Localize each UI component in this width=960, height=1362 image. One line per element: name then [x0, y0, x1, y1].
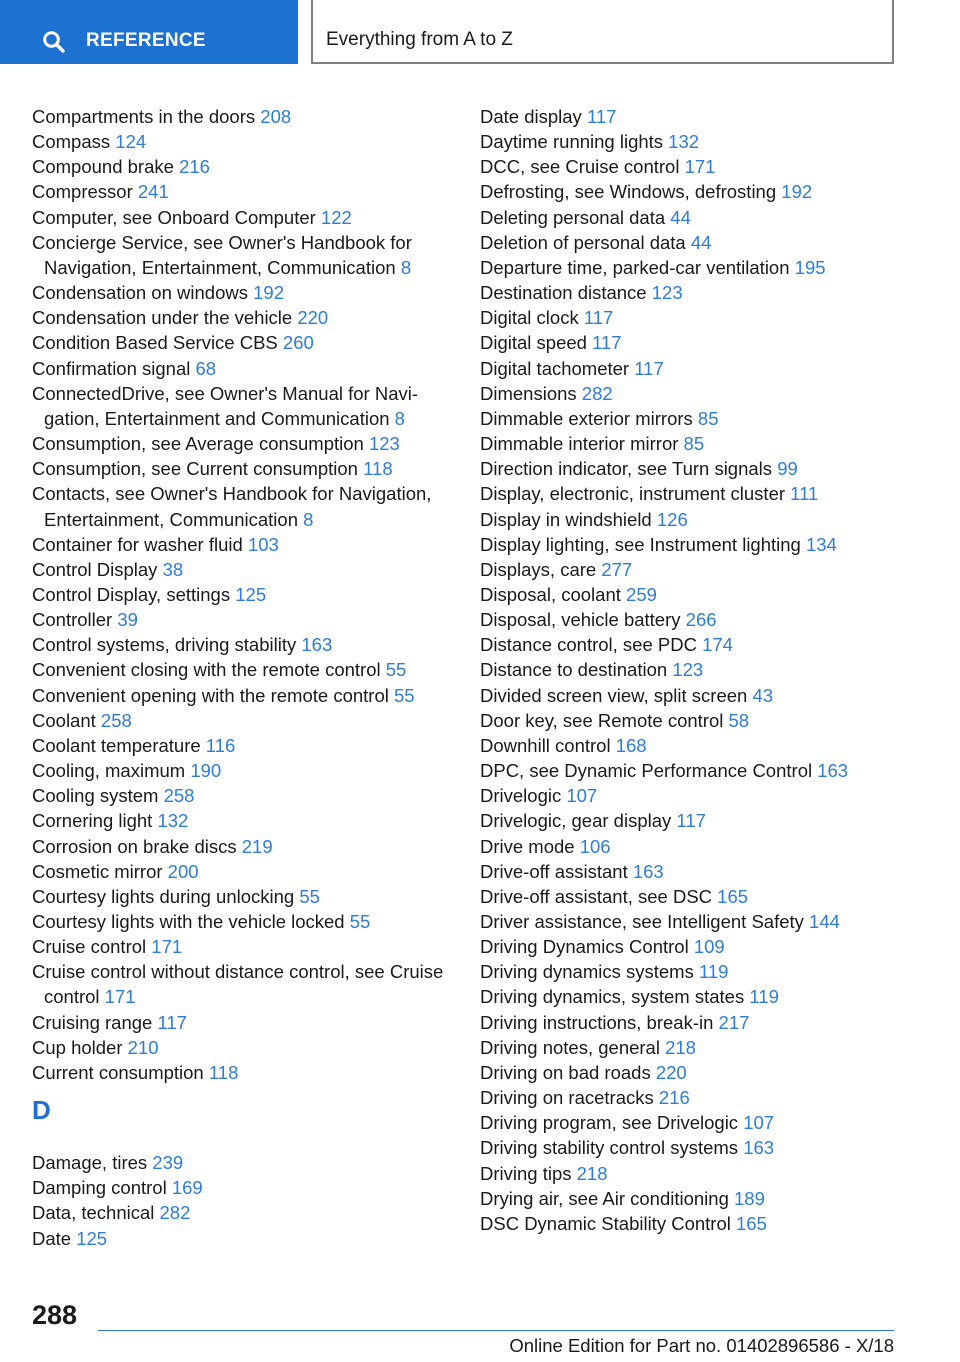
index-entry [480, 179, 920, 204]
index-entry [480, 205, 920, 230]
index-entry-text: DPC, see Dynamic Performance Control [480, 760, 813, 782]
page-reference-link[interactable]: 85 [697, 407, 719, 429]
index-entry [480, 1010, 920, 1035]
index-entry-text: Date display [480, 106, 582, 127]
index-entry [32, 758, 452, 783]
index-entry-text: Daytime running lights [480, 131, 664, 153]
page-reference-link[interactable]: 8 [394, 407, 405, 429]
index-entry-text: Digital tachometer [480, 357, 630, 379]
index-entry-text: Container for washer fluid [32, 533, 243, 555]
index-entry [480, 129, 920, 154]
page-reference-link[interactable]: 144 [809, 911, 840, 932]
page-reference-link[interactable]: 266 [685, 609, 717, 631]
index-entry-text: Drive-off assistant [480, 860, 628, 882]
index-entry [32, 934, 452, 959]
page-title: Everything from A to Z [326, 29, 513, 50]
page-reference-link[interactable]: 119 [749, 986, 779, 1008]
index-entry-text: Damage, tires [32, 1152, 148, 1174]
page-reference-link[interactable]: 106 [579, 835, 611, 857]
section-tab[interactable] [0, 0, 298, 64]
footer-edition: Online Edition for Part no. 01402896586 - X/18 [509, 1335, 894, 1356]
index-entry [32, 381, 452, 431]
page-reference-link[interactable]: 282 [581, 382, 613, 404]
index-entry-text: Cosmetic mirror [32, 860, 163, 882]
page-reference-link[interactable]: 174 [702, 634, 733, 656]
index-entry-text: Direction indicator, see Turn signals [480, 458, 773, 480]
page-header [311, 0, 894, 64]
page-reference-link[interactable]: 68 [195, 357, 217, 379]
page-reference-link[interactable]: 171 [684, 156, 716, 178]
index-entry-text: Courtesy lights with the vehicle locked [32, 911, 345, 932]
index-entry [32, 230, 452, 280]
page-reference-link[interactable]: 220 [655, 1061, 687, 1083]
page-reference-link[interactable]: 38 [162, 558, 184, 580]
index-entry [32, 834, 452, 859]
index-entry-text: Cooling system [32, 785, 159, 807]
page-reference-link[interactable]: 118 [208, 1061, 239, 1083]
index-entry [32, 657, 452, 682]
index-entry [480, 582, 920, 607]
index-entry-text: Departure time, parked-car ventilation [480, 256, 790, 278]
index-entry [480, 632, 920, 657]
index-entry [32, 708, 452, 733]
page-reference-link[interactable]: 132 [668, 131, 700, 153]
index-entry [480, 909, 920, 934]
index-entry [32, 154, 452, 179]
index-entry-text: Controller [32, 609, 113, 631]
index-entry-text: Control Display, settings [32, 583, 231, 605]
index-entry-text: Computer, see Onboard Computer [32, 206, 316, 228]
index-entry [480, 356, 920, 381]
index-entry [32, 1010, 452, 1035]
page-reference-link[interactable]: 55 [299, 885, 320, 907]
page-reference-link[interactable]: 239 [152, 1152, 184, 1174]
index-entry-text: Driving instructions, break-in [480, 1011, 714, 1033]
page-reference-link[interactable]: 260 [282, 332, 314, 354]
index-column-left [32, 104, 452, 1251]
page-reference-link[interactable]: 241 [137, 181, 169, 203]
page-reference-link[interactable]: 132 [157, 810, 189, 832]
page-reference-link[interactable]: 220 [297, 307, 329, 329]
index-entry [32, 330, 452, 355]
index-entry [32, 582, 452, 607]
index-entry-text: Deleting personal data [480, 206, 666, 228]
page-reference-link[interactable]: 195 [794, 256, 826, 278]
index-entry-text: Consumption, see Current consumption [32, 458, 358, 480]
page-reference-link[interactable]: 44 [690, 231, 712, 253]
index-entry [32, 179, 452, 204]
index-entry-text: Drive-off assistant, see DSC [480, 885, 713, 907]
page-reference-link[interactable]: 111 [790, 483, 819, 505]
page-reference-link[interactable]: 43 [752, 684, 774, 706]
page-reference-link[interactable]: 258 [163, 785, 195, 807]
index-entry [480, 884, 920, 909]
index-entry-text: Drivelogic, gear display [480, 810, 672, 832]
index-entry-text: Corrosion on brake discs [32, 835, 237, 857]
section-label: REFERENCE [86, 30, 206, 51]
index-entry [480, 834, 920, 859]
index-entry [32, 607, 452, 632]
index-entry [480, 255, 920, 280]
index-entry-text: Driving on racetracks [480, 1087, 654, 1109]
index-entry-text: Dimensions [480, 382, 577, 404]
index-entry [480, 683, 920, 708]
index-entry-text: Driving on bad roads [480, 1061, 651, 1083]
index-entry-text: Display, electronic, instrument cluster [480, 483, 786, 505]
index-entry [480, 532, 920, 557]
page-reference-link[interactable]: 192 [781, 181, 813, 203]
index-entry-text: Defrosting, see Windows, defrosting [480, 181, 777, 203]
page-reference-link[interactable]: 171 [104, 986, 136, 1008]
index-entry [32, 532, 452, 557]
index-entry-text: Current consumption [32, 1061, 204, 1083]
index-entry [480, 104, 920, 129]
index-entry [32, 456, 452, 481]
index-entry-text: Drivelogic [480, 785, 562, 807]
index-entry-text: Cruise control [32, 936, 147, 958]
page-reference-link[interactable]: 163 [743, 1137, 775, 1159]
index-entry-text: Display lighting, see Instrument lighting [480, 533, 801, 555]
page-reference-link[interactable]: 277 [601, 558, 633, 580]
index-entry [32, 205, 452, 230]
search-icon [42, 30, 66, 59]
index-entry-text: Condition Based Service CBS [32, 332, 278, 354]
index-entry [480, 808, 920, 833]
index-entry-text: DSC Dynamic Stability Control [480, 1212, 731, 1234]
index-entry-text: Digital clock [480, 307, 579, 329]
index-entry [480, 607, 920, 632]
index-entry [32, 859, 452, 884]
index-entry [480, 1135, 920, 1160]
index-entry-text: Driving dynamics, system states [480, 986, 745, 1008]
index-entry [32, 733, 452, 758]
index-entry-text: Display in windshield [480, 508, 652, 530]
index-entry [32, 356, 452, 381]
page-reference-link[interactable]: 125 [76, 1227, 108, 1249]
index-entry-text: Condensation under the vehicle [32, 307, 293, 329]
index-entry [480, 381, 920, 406]
page-reference-link[interactable]: 259 [626, 583, 657, 605]
index-entry [480, 1161, 920, 1186]
index-entry [480, 733, 920, 758]
index-entry-text: Dimmable interior mirror [480, 433, 679, 455]
index-entry-text: Compressor [32, 181, 133, 203]
index-entry-text: Displays, care [480, 558, 597, 580]
index-entry [480, 481, 920, 506]
index-entry [480, 657, 920, 682]
page-reference-link[interactable]: 107 [743, 1112, 775, 1134]
page-reference-link[interactable]: 258 [100, 709, 132, 731]
index-entry-text: Distance to destination [480, 659, 668, 681]
index-entry-text: Door key, see Remote control [480, 709, 724, 731]
index-entry [32, 1150, 452, 1175]
index-entry [32, 683, 452, 708]
index-entry [480, 305, 920, 330]
page-reference-link[interactable]: 189 [734, 1187, 765, 1209]
section-letter: D [32, 1095, 51, 1126]
page-reference-link[interactable]: 117 [157, 1011, 187, 1033]
page-reference-link[interactable]: 109 [693, 936, 725, 958]
index-entry [32, 1175, 452, 1200]
index-entry [32, 280, 452, 305]
index-entry [480, 859, 920, 884]
page-reference-link[interactable]: 200 [167, 860, 199, 882]
page-reference-link[interactable]: 116 [205, 734, 236, 756]
page-reference-link[interactable]: 117 [583, 307, 614, 329]
index-entry [32, 959, 452, 1009]
index-entry [480, 230, 920, 255]
index-entry [480, 758, 920, 783]
page-reference-link[interactable]: 123 [651, 282, 683, 304]
index-entry-text: Cooling, maximum [32, 760, 186, 782]
index-entry [480, 1060, 920, 1085]
index-entry [480, 934, 920, 959]
page-reference-link[interactable]: 55 [385, 659, 407, 681]
index-entry-text: Driving notes, general [480, 1036, 660, 1058]
index-entry [32, 431, 452, 456]
page-reference-link[interactable]: 117 [676, 810, 706, 832]
page-reference-link[interactable]: 218 [576, 1162, 608, 1184]
page-reference-link[interactable]: 39 [117, 609, 138, 631]
page-reference-link[interactable]: 55 [349, 911, 371, 932]
index-entry [480, 984, 920, 1009]
index-entry-text: Condensation on windows [32, 282, 248, 304]
index-entry [32, 884, 452, 909]
index-entry [480, 1110, 920, 1135]
index-entry-text: Disposal, vehicle battery [480, 609, 681, 631]
page-reference-link[interactable]: 218 [665, 1036, 696, 1058]
page-reference-link[interactable]: 208 [260, 106, 292, 127]
index-entry-text: Cruise control without distance control, see Cruise control [32, 961, 444, 1008]
index-entry [32, 1060, 452, 1085]
index-entry [480, 1085, 920, 1110]
page-reference-link[interactable]: 44 [670, 206, 691, 228]
page-reference-link[interactable]: 210 [127, 1036, 159, 1058]
page-reference-link[interactable]: 165 [736, 1212, 767, 1234]
index-entry-text: Driving program, see Drivelogic [480, 1112, 739, 1134]
index-entry-text: Digital speed [480, 332, 587, 354]
page-reference-link[interactable]: 219 [241, 835, 273, 857]
index-entry-text: Coolant [32, 709, 96, 731]
index-entry-text: Divided screen view, split screen [480, 684, 748, 706]
page-reference-link[interactable]: 165 [717, 885, 749, 907]
index-entry [480, 330, 920, 355]
index-entry-text: Damping control [32, 1177, 167, 1199]
page-reference-link[interactable]: 8 [303, 508, 314, 530]
index-entry-text: Convenient closing with the remote control [32, 659, 381, 681]
page-reference-link[interactable]: 55 [394, 684, 415, 706]
page-reference-link[interactable]: 192 [253, 282, 284, 304]
index-entry [480, 1035, 920, 1060]
page-reference-link[interactable]: 125 [235, 583, 267, 605]
page-reference-link[interactable]: 107 [566, 785, 598, 807]
index-entry-text: Dimmable exterior mirrors [480, 407, 693, 429]
page-reference-link[interactable]: 122 [320, 206, 352, 228]
index-entry [32, 1035, 452, 1060]
page-reference-link[interactable]: 123 [672, 659, 704, 681]
index-entry [32, 104, 452, 129]
index-entry [32, 129, 452, 154]
page-reference-link[interactable]: 134 [805, 533, 837, 555]
index-entry-text: Cruising range [32, 1011, 153, 1033]
index-entry [32, 305, 452, 330]
page-reference-link[interactable]: 216 [179, 156, 210, 178]
index-entry-text: Courtesy lights during unlocking [32, 885, 295, 907]
index-entry-text: Cornering light [32, 810, 153, 832]
page-reference-link[interactable]: 99 [777, 458, 798, 480]
index-entry [480, 1186, 920, 1211]
page-reference-link[interactable]: 58 [728, 709, 750, 731]
index-entry-text: Compound brake [32, 156, 174, 178]
index-entry-text: Coolant temperature [32, 734, 201, 756]
index-entry-text: Drying air, see Air conditioning [480, 1187, 729, 1209]
page-reference-link[interactable]: 169 [171, 1177, 203, 1199]
page-reference-link[interactable]: 85 [683, 433, 705, 455]
page-reference-link[interactable]: 119 [698, 961, 729, 983]
index-entry-text: Concierge Service, see Owner's Handbook for Navigation, Entertainment, Communication [32, 231, 412, 278]
page-reference-link[interactable]: 163 [301, 634, 333, 656]
index-entry [480, 959, 920, 984]
index-entry [32, 783, 452, 808]
index-entry-text: Control Display [32, 558, 158, 580]
index-entry-text: Convenient opening with the remote control [32, 684, 389, 706]
index-entry [32, 1226, 452, 1251]
index-entry [480, 431, 920, 456]
page-reference-link[interactable]: 103 [247, 533, 279, 555]
page-reference-link[interactable]: 117 [634, 357, 664, 379]
index-entry-text: DCC, see Cruise control [480, 156, 680, 178]
index-entry-text: Confirmation signal [32, 357, 191, 379]
index-entry-text: Driving dynamics systems [480, 961, 694, 983]
index-entry [480, 280, 920, 305]
index-entry [480, 1211, 920, 1236]
index-entry-text: Data, technical [32, 1202, 155, 1224]
page-reference-link[interactable]: 8 [400, 256, 412, 278]
index-entry [480, 154, 920, 179]
page-reference-link[interactable]: 163 [817, 760, 849, 782]
page-reference-link[interactable]: 118 [363, 458, 393, 480]
index-entry [32, 557, 452, 582]
index-entry [32, 632, 452, 657]
page-number: 288 [32, 1300, 78, 1330]
index-entry-text: Consumption, see Average consumption [32, 433, 364, 455]
page-reference-link[interactable]: 282 [159, 1202, 191, 1224]
index-entry [32, 808, 452, 833]
index-entry [32, 1200, 452, 1225]
index-entry-text: Control systems, driving stability [32, 634, 297, 656]
index-entry-text: Compartments in the doors [32, 106, 256, 127]
index-entry [480, 708, 920, 733]
page-reference-link[interactable]: 126 [656, 508, 688, 530]
index-entry-text: Driving Dynamics Control [480, 936, 689, 958]
index-entry [480, 456, 920, 481]
index-entry-text: ConnectedDrive, see Owner's Manual for Navigation, Entertainment and Communication [32, 382, 419, 429]
page-reference-link[interactable]: 171 [151, 936, 183, 958]
index-entry [32, 909, 452, 934]
index-column-right [480, 104, 920, 1236]
footer-divider [98, 1330, 894, 1331]
page-reference-link[interactable]: 168 [615, 734, 647, 756]
index-entry-text: Cup holder [32, 1036, 123, 1058]
page-reference-link[interactable]: 217 [718, 1011, 750, 1033]
index-entry-text: Destination distance [480, 282, 647, 304]
index-entry-text: Date [32, 1227, 72, 1249]
index-entry-text: Disposal, coolant [480, 583, 621, 605]
index-entry-text: Contacts, see Owner's Handbook for Navigation, Entertainment, Communication [32, 483, 432, 530]
index-entry [480, 507, 920, 532]
page-reference-link[interactable]: 117 [592, 332, 622, 354]
index-entry-text: Deletion of personal data [480, 231, 686, 253]
page-reference-link[interactable]: 124 [115, 131, 147, 153]
index-entry-text: Downhill control [480, 734, 611, 756]
index-entry [480, 557, 920, 582]
page-reference-link[interactable]: 123 [368, 433, 400, 455]
index-entry-text: Driving stability control systems [480, 1137, 739, 1159]
index-entry [480, 783, 920, 808]
page-reference-link[interactable]: 117 [586, 106, 617, 127]
index-entry-text: Drive mode [480, 835, 575, 857]
index-entry-text: Compass [32, 131, 111, 153]
page-reference-link[interactable]: 163 [632, 860, 664, 882]
index-entry [480, 406, 920, 431]
index-entry-text: Driving tips [480, 1162, 572, 1184]
page-reference-link[interactable]: 216 [658, 1087, 690, 1109]
page-reference-link[interactable]: 190 [190, 760, 222, 782]
index-entry-text: Driver assistance, see Intelligent Safety [480, 911, 804, 932]
index-entry [32, 481, 452, 531]
index-entry-text: Distance control, see PDC [480, 634, 697, 656]
